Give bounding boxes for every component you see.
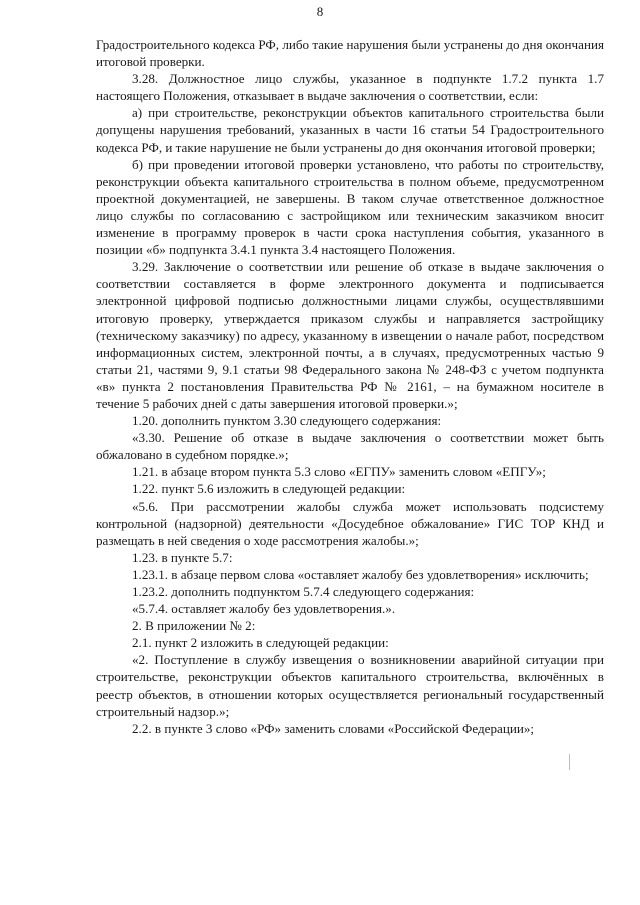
paragraph: 1.20. дополнить пунктом 3.30 следующего содержания: xyxy=(132,413,442,429)
paragraph: а) при строительстве, реконструкции объектов капитального строительства были допущены нарушения требований, указанных в части 16 статьи 54 Градостроительного кодекса РФ, и такие нарушение не были устранены до дня окончания итоговой проверки; xyxy=(96,105,604,155)
document-body xyxy=(96,36,604,737)
scan-artifact xyxy=(569,754,570,770)
paragraph: 2. В приложении № 2: xyxy=(132,618,256,634)
paragraph: «2. Поступление в службу извещения о возникновении аварийной ситуации при строительстве, реконструкции объектов капитального строительства, включённых в реестр объектов, в отношении которых осуществляется региональный государственный строительный надзор.»; xyxy=(96,652,604,719)
paragraph: 1.21. в абзаце втором пункта 5.3 слово «ЕГПУ» заменить словом «ЕПГУ»; xyxy=(132,464,546,480)
paragraph: «3.30. Решение об отказе в выдаче заключения о соответствии может быть обжаловано в судебном порядке.»; xyxy=(96,430,604,463)
paragraph: 2.2. в пункте 3 слово «РФ» заменить словами «Российской Федерации»; xyxy=(132,720,535,736)
paragraph: 3.29. Заключение о соответствии или решение об отказе в выдаче заключения о соответствии составляется в форме электронного документа и подписывается электронной цифровой подписью должностными лицами службы, осуществлявшими итоговую проверку, утверждается приказом службы и направляется застройщику (техническому заказчику) по адресу, указанному в извещении о начале работ, посредством информационных систем, электронной почты, а в случаях, предусмотренных частью 9 статьи 21, частями 9, 9.1 статьи 98 Федерального закона № 248-ФЗ с учетом подпункта «в» пункта 2 постановления Правительства РФ № 2161, – на бумажном носителе в течение 5 рабочих дней с даты завершения итоговой проверки.»; xyxy=(96,259,604,411)
paragraph: 1.23.1. в абзаце первом слова «оставляет жалобу без удовлетворения» исключить; xyxy=(132,566,589,582)
paragraph: 1.23.2. дополнить подпунктом 5.7.4 следующего содержания: xyxy=(132,584,475,599)
paragraph: «5.7.4. оставляет жалобу без удовлетворения.». xyxy=(132,601,396,617)
paragraph: 3.28. Должностное лицо службы, указанное в подпункте 1.7.2 пункта 1.7 настоящего Положения, отказывает в выдаче заключения о соответствии, если: xyxy=(96,71,604,104)
paragraph: Градостроительного кодекса РФ, либо такие нарушения были устранены до дня окончания итоговой проверки. xyxy=(96,37,604,70)
paragraph: б) при проведении итоговой проверки установлено, что работы по строительству, реконструкции объекта капитального строительства в полном объеме, предусмотренном проектной документацией, не завершены. В таком случае ответственное должностное лицо службы по согласованию с застройщиком или техническим заказчиком вносит изменение в программу проверок в части срока наступления события, указанного в позиции «б» подпункта 3.4.1 пункта 3.4 настоящего Положения. xyxy=(96,156,604,258)
paragraph: 1.23. в пункте 5.7: xyxy=(132,549,233,565)
paragraph: 1.22. пункт 5.6 изложить в следующей редакции: xyxy=(132,481,406,497)
page-number: 8 xyxy=(316,4,324,19)
paragraph: «5.6. При рассмотрении жалобы служба может использовать подсистему контрольной (надзорной) деятельности «Досудебное обжалование» ГИС ТОР КНД и размещать в ней сведения о ходе рассмотрения жалобы.»; xyxy=(96,498,604,548)
paragraph: 2.1. пункт 2 изложить в следующей редакции: xyxy=(132,635,389,651)
